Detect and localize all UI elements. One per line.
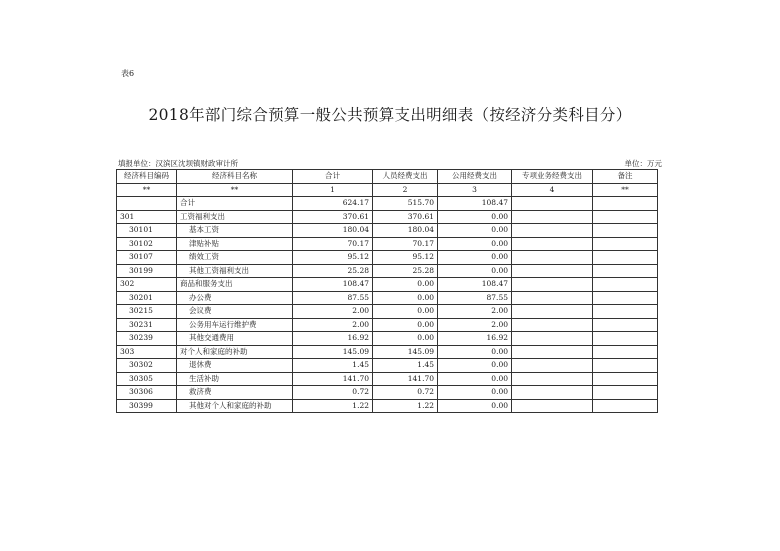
row-note-cell [593,251,658,265]
budget-table [116,169,658,413]
row-code-cell: 30305 [117,372,177,386]
table-row [117,386,658,400]
row-personnel-cell: 0.00 [373,305,438,319]
row-code-cell: 30107 [117,251,177,265]
row-name-cell: 退休费 [177,359,293,373]
row-public-cell: 87.55 [438,291,512,305]
table-row [117,305,658,319]
row-personnel-cell: 145.09 [373,345,438,359]
row-personnel-cell: 515.70 [373,197,438,211]
row-total-cell: 1.45 [293,359,373,373]
row-code-cell: 30306 [117,386,177,400]
row-personnel-cell: 141.70 [373,372,438,386]
row-name-cell: 其他工资福利支出 [177,264,293,278]
row-code-cell: 30302 [117,359,177,373]
row-personnel-cell: 0.00 [373,332,438,346]
row-total-cell: 624.17 [293,197,373,211]
row-special-cell [512,386,593,400]
row-public-cell: 2.00 [438,318,512,332]
row-special-cell [512,237,593,251]
row-special-cell [512,372,593,386]
row-special-cell [512,197,593,211]
row-name-cell: 基本工资 [177,224,293,238]
header-special: 专项业务经费支出 [512,170,593,184]
row-name-cell: 合计 [177,197,293,211]
index-cell: ** [117,183,177,197]
index-cell: 3 [438,183,512,197]
table-row [117,264,658,278]
row-note-cell [593,386,658,400]
row-special-cell [512,291,593,305]
row-total-cell: 2.00 [293,318,373,332]
header-code: 经济科目编码 [117,170,177,184]
table-row [117,399,658,413]
row-special-cell [512,318,593,332]
row-personnel-cell: 70.17 [373,237,438,251]
table-row [117,251,658,265]
row-note-cell [593,210,658,224]
index-cell: ** [177,183,293,197]
header-public: 公用经费支出 [438,170,512,184]
row-public-cell: 0.00 [438,345,512,359]
row-code-cell: 30102 [117,237,177,251]
row-special-cell [512,251,593,265]
index-cell: 2 [373,183,438,197]
index-cell: ** [593,183,658,197]
table-row [117,237,658,251]
row-total-cell: 16.92 [293,332,373,346]
row-special-cell [512,332,593,346]
row-note-cell [593,278,658,292]
table-row [117,372,658,386]
row-personnel-cell: 1.22 [373,399,438,413]
row-code-cell: 30239 [117,332,177,346]
row-code-cell: 30101 [117,224,177,238]
row-name-cell: 其他交通费用 [177,332,293,346]
row-personnel-cell: 0.72 [373,386,438,400]
row-name-cell: 生活补助 [177,372,293,386]
row-note-cell [593,237,658,251]
row-total-cell: 2.00 [293,305,373,319]
row-public-cell: 0.00 [438,264,512,278]
table-row [117,359,658,373]
row-public-cell: 0.00 [438,237,512,251]
row-personnel-cell: 180.04 [373,224,438,238]
row-code-cell: 30215 [117,305,177,319]
index-cell: 1 [293,183,373,197]
row-public-cell: 0.00 [438,210,512,224]
header-row [117,170,658,184]
row-special-cell [512,278,593,292]
row-personnel-cell: 25.28 [373,264,438,278]
row-public-cell: 0.00 [438,399,512,413]
row-total-cell: 87.55 [293,291,373,305]
row-note-cell [593,224,658,238]
row-public-cell: 16.92 [438,332,512,346]
row-name-cell: 救济费 [177,386,293,400]
row-name-cell: 办公费 [177,291,293,305]
row-special-cell [512,345,593,359]
table-row [117,291,658,305]
row-code-cell: 303 [117,345,177,359]
table-row [117,278,658,292]
table-row [117,318,658,332]
row-name-cell: 公务用车运行维护费 [177,318,293,332]
row-public-cell: 0.00 [438,224,512,238]
row-total-cell: 70.17 [293,237,373,251]
row-name-cell: 工资福利支出 [177,210,293,224]
row-total-cell: 370.61 [293,210,373,224]
row-personnel-cell: 1.45 [373,359,438,373]
row-public-cell: 0.00 [438,372,512,386]
table-row [117,345,658,359]
unit-label: 单位：万元 [624,159,662,168]
row-name-cell: 商品和服务支出 [177,278,293,292]
row-note-cell [593,197,658,211]
row-code-cell: 30201 [117,291,177,305]
index-cell: 4 [512,183,593,197]
filler-unit-label: 填报单位：汉滨区沈坝镇财政审计所 [118,159,238,168]
row-note-cell [593,332,658,346]
row-code-cell [117,197,177,211]
row-name-cell: 绩效工资 [177,251,293,265]
row-code-cell: 301 [117,210,177,224]
table-row [117,332,658,346]
row-special-cell [512,305,593,319]
row-total-cell: 108.47 [293,278,373,292]
row-code-cell: 30399 [117,399,177,413]
row-note-cell [593,318,658,332]
row-note-cell [593,372,658,386]
table-row [117,197,658,211]
row-personnel-cell: 0.00 [373,278,438,292]
header-total: 合计 [293,170,373,184]
row-special-cell [512,264,593,278]
row-note-cell [593,264,658,278]
header-personnel: 人员经费支出 [373,170,438,184]
row-note-cell [593,359,658,373]
index-row [117,183,658,197]
row-personnel-cell: 95.12 [373,251,438,265]
row-note-cell [593,291,658,305]
row-public-cell: 0.00 [438,251,512,265]
row-personnel-cell: 0.00 [373,291,438,305]
row-public-cell: 0.00 [438,359,512,373]
row-special-cell [512,210,593,224]
row-total-cell: 1.22 [293,399,373,413]
row-public-cell: 108.47 [438,197,512,211]
row-code-cell: 30199 [117,264,177,278]
row-public-cell: 108.47 [438,278,512,292]
row-name-cell: 会议费 [177,305,293,319]
row-personnel-cell: 0.00 [373,318,438,332]
row-total-cell: 141.70 [293,372,373,386]
row-note-cell [593,345,658,359]
row-note-cell [593,305,658,319]
row-name-cell: 对个人和家庭的补助 [177,345,293,359]
row-code-cell: 302 [117,278,177,292]
header-note: 备注 [593,170,658,184]
table-row [117,210,658,224]
page-title: 2018年部门综合预算一般公共预算支出明细表（按经济分类科目分） [148,106,632,124]
row-code-cell: 30231 [117,318,177,332]
row-personnel-cell: 370.61 [373,210,438,224]
row-total-cell: 25.28 [293,264,373,278]
row-total-cell: 95.12 [293,251,373,265]
row-total-cell: 0.72 [293,386,373,400]
row-public-cell: 0.00 [438,386,512,400]
row-note-cell [593,399,658,413]
header-name: 经济科目名称 [177,170,293,184]
row-total-cell: 180.04 [293,224,373,238]
row-special-cell [512,224,593,238]
row-public-cell: 2.00 [438,305,512,319]
table-row [117,224,658,238]
table-number: 表6 [121,69,135,78]
row-name-cell: 津贴补贴 [177,237,293,251]
row-total-cell: 145.09 [293,345,373,359]
row-name-cell: 其他对个人和家庭的补助 [177,399,293,413]
row-special-cell [512,399,593,413]
row-special-cell [512,359,593,373]
table-body [117,197,658,413]
